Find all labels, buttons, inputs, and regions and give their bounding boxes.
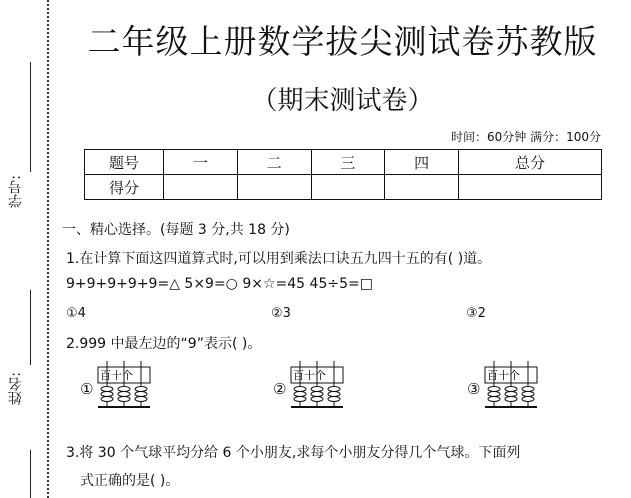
score-blank[interactable]	[385, 175, 459, 200]
score-blank[interactable]	[459, 175, 602, 200]
score-table	[84, 149, 602, 200]
score-table-score-row	[85, 175, 602, 200]
abacus-option-3[interactable]	[467, 359, 547, 411]
question-1-option-1[interactable]: ①4	[66, 306, 86, 321]
question-2-text: 2.999 中最左边的“9”表示( )。	[66, 336, 262, 352]
abacus-option-label: ③	[467, 380, 481, 398]
binding-dotted-line	[47, 0, 49, 498]
score-cell: 三	[311, 150, 385, 175]
abacus-option-label: ②	[273, 380, 287, 398]
student-no-label: 学号:	[8, 175, 24, 208]
student-no-blank	[30, 62, 31, 172]
page-title: 二年级上册数学拔尖测试卷苏教版	[87, 22, 598, 61]
abacus-header: 百十个	[487, 369, 520, 382]
score-table-header-row	[85, 150, 602, 175]
section-heading: 一、精心选择。(每题 3 分,共 18 分)	[62, 222, 290, 238]
question-1-text: 1.在计算下面这四道算式时,可以用到乘法口诀五九四十五的有( )道。	[66, 251, 492, 267]
score-cell: 一	[164, 150, 238, 175]
exam-meta: 时间：60分钟 满分：100分	[451, 130, 601, 144]
question-3-text: 3.将 30 个气球平均分给 6 个小朋友,求每个小朋友分得几个气球。下面列	[66, 445, 521, 461]
score-cell: 二	[237, 150, 311, 175]
question-3-text-continued: 式正确的是( )。	[80, 473, 180, 489]
abacus-option-label: ①	[80, 380, 94, 398]
question-1-expressions: 9+9+9+9+9=△ 5×9=○ 9×☆=45 45÷5=□	[66, 276, 373, 292]
abacus-option-1[interactable]	[80, 359, 160, 411]
question-1-option-3[interactable]: ③2	[466, 306, 486, 321]
abacus-option-2[interactable]	[273, 359, 353, 411]
score-cell: 题号	[85, 150, 164, 175]
score-blank[interactable]	[311, 175, 385, 200]
score-cell: 得分	[85, 175, 164, 200]
name-blank	[30, 290, 31, 365]
abacus-icon	[80, 359, 160, 411]
score-blank[interactable]	[237, 175, 311, 200]
abacus-header: 百十个	[100, 369, 133, 382]
class-blank	[30, 450, 31, 498]
score-blank[interactable]	[164, 175, 238, 200]
abacus-icon	[273, 359, 353, 411]
abacus-icon	[467, 359, 547, 411]
score-cell: 四	[385, 150, 459, 175]
score-cell: 总分	[459, 150, 602, 175]
question-1-option-2[interactable]: ②3	[271, 306, 291, 321]
page-subtitle: （期末测试卷）	[251, 86, 434, 116]
abacus-header: 百十个	[293, 369, 326, 382]
name-label: 姓名:	[8, 372, 24, 405]
